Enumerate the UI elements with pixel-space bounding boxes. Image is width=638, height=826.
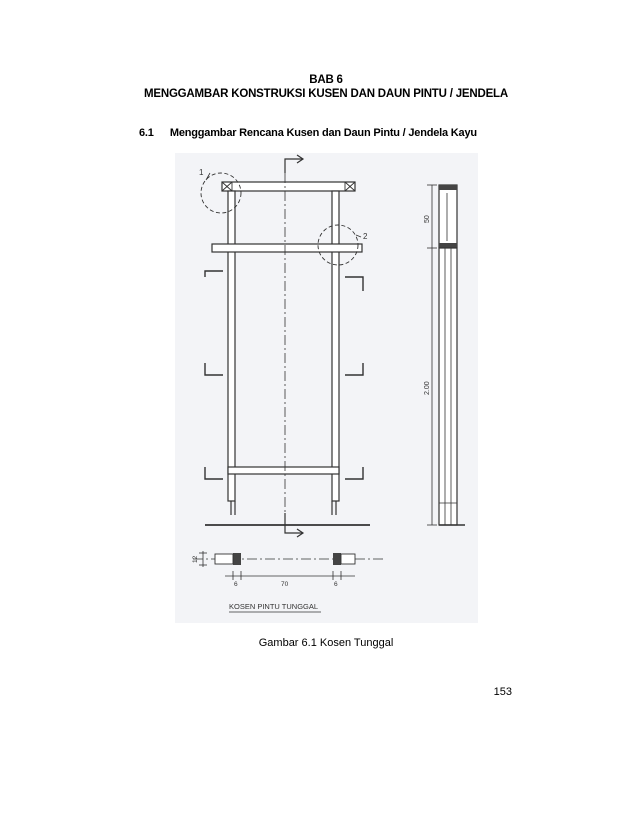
dim-top-label: 50 [424,215,431,223]
dim-6-right-label: 6 [334,581,338,588]
section-number: 6.1 [139,127,154,139]
detail-label-1: 1 [199,168,204,177]
chapter-title: MENGGAMBAR KONSTRUKSI KUSEN DAN DAUN PINTU / JENDELA [143,88,508,100]
figure-caption: Gambar 6.1 Kosen Tunggal [258,637,394,649]
anchors-right [345,277,363,479]
chapter-number: BAB 6 [309,74,343,86]
section-title: Menggambar Rencana Kusen dan Daun Pintu / Jendela Kayu [169,127,477,139]
dim-12-label: 12 [192,555,199,563]
section-heading [139,127,477,139]
top-rail [222,182,355,191]
dim-height-label: 2.00 [424,381,431,395]
side-section [439,185,465,525]
dim-6-left-label: 6 [234,581,238,588]
page-number: 153 [493,686,512,698]
plan-view [193,551,385,580]
bottom-rail [228,467,339,474]
right-post [332,191,339,501]
left-post [228,191,235,501]
transom-rail [212,244,362,252]
anchors-left [205,271,223,479]
height-dimension [427,185,437,525]
dim-70-label: 70 [281,581,289,588]
section-arrow-top [285,155,303,173]
figure-door-frame [175,153,478,623]
drawing-title: KOSEN PINTU TUNGGAL [229,602,319,611]
detail-label-2: 2 [363,232,368,241]
